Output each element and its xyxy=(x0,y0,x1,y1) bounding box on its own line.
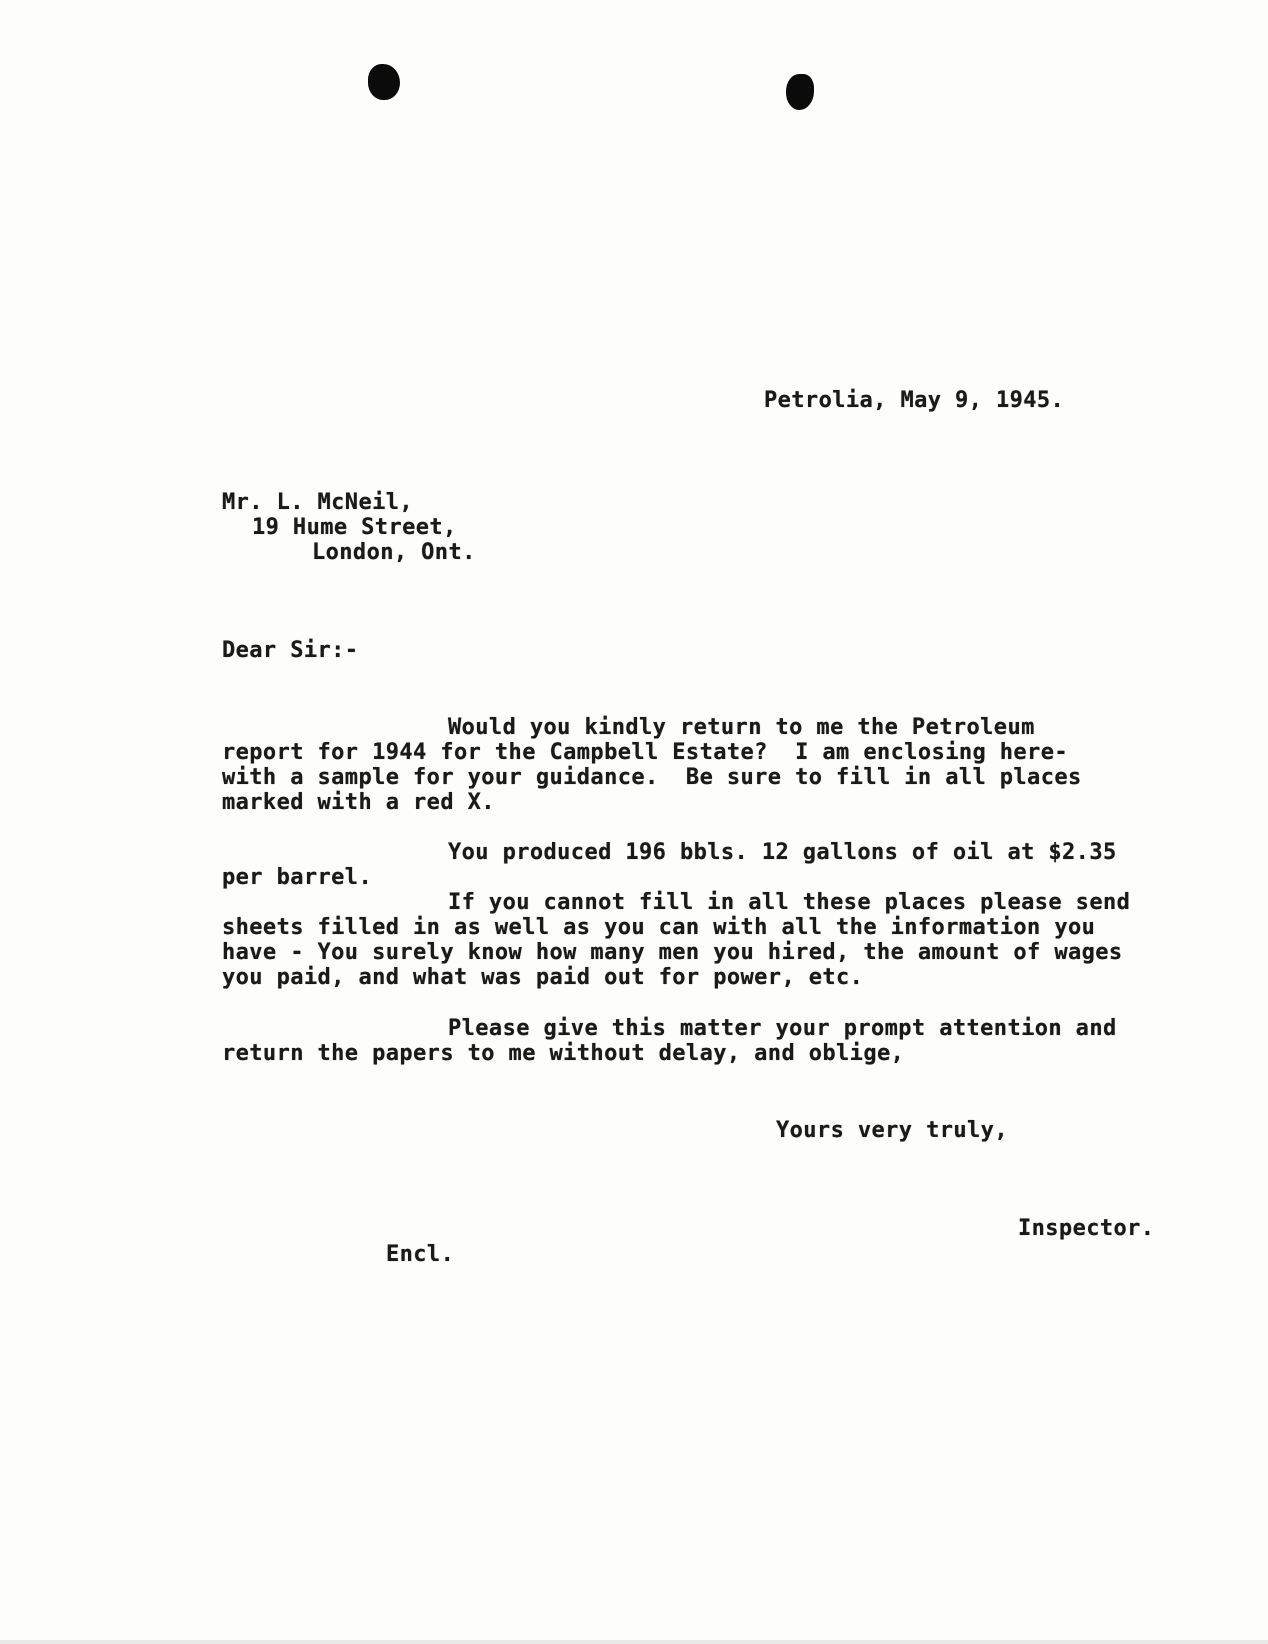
paragraph-line: with a sample for your guidance. Be sure to fill in all places xyxy=(222,765,1082,790)
paragraph-line: Please give this matter your prompt attention and xyxy=(448,1016,1117,1041)
paragraph-line: Would you kindly return to me the Petroleum xyxy=(448,715,1035,740)
punch-hole-mark xyxy=(368,64,400,100)
recipient-name: Mr. L. McNeil, xyxy=(222,490,414,515)
dateline: Petrolia, May 9, 1945. xyxy=(764,388,1065,413)
paragraph-line: have - You surely know how many men you hired, the amount of wages xyxy=(222,940,1123,965)
paragraph-line: per barrel. xyxy=(222,865,373,890)
recipient-city: London, Ont. xyxy=(312,540,476,565)
recipient-street: 19 Hume Street, xyxy=(252,515,457,540)
paragraph-line: marked with a red X. xyxy=(222,790,495,815)
salutation: Dear Sir:- xyxy=(222,638,359,663)
paragraph-line: You produced 196 bbls. 12 gallons of oil at $2.35 xyxy=(448,840,1117,865)
closing: Yours very truly, xyxy=(776,1118,1008,1143)
enclosure-note: Encl. xyxy=(386,1242,455,1267)
punch-hole-mark xyxy=(786,74,814,110)
paragraph-line: If you cannot fill in all these places please send xyxy=(448,890,1131,915)
paragraph-line: return the papers to me without delay, and oblige, xyxy=(222,1041,905,1066)
page-bottom-edge xyxy=(0,1640,1268,1644)
paragraph-line: sheets filled in as well as you can with all the information you xyxy=(222,915,1096,940)
paragraph-line: report for 1944 for the Campbell Estate? I am enclosing here- xyxy=(222,740,1068,765)
paragraph-line: you paid, and what was paid out for power, etc. xyxy=(222,965,864,990)
signature-title: Inspector. xyxy=(1018,1216,1155,1241)
